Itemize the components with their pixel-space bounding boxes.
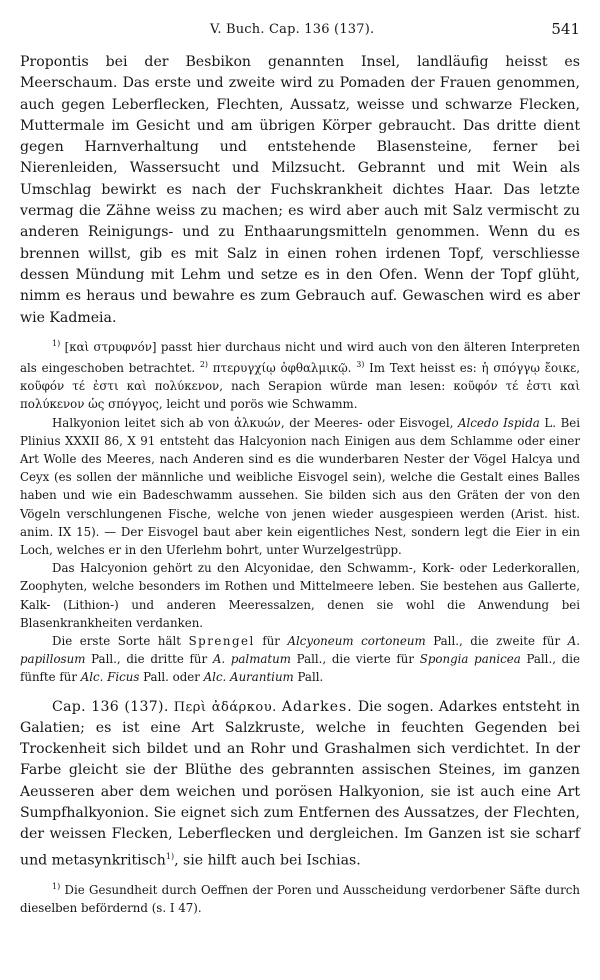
note-sprengel xyxy=(20,632,580,687)
main-paragraph: Propontis bei der Besbikon genannten Insel, landläufig heisst es Meerschaum. Das erste und zweite wird zu Pomaden der Frauen genommen, auch gegen Leberflecken, Flechten, Aussatz, weisse und schwarze Flecken, Muttermale im Gesicht und am übrigen Körper gebraucht. Das dritte dient gegen Harnverhaltung und entstehende Blasensteine, ferner bei Nierenleiden, Wassersucht und Milzsucht. Gebrannt und mit Wein als Umschlag bewirkt es nach der Fuchskrankheit dichtes Haar. Das letzte vermag die Zähne weiss zu machen; es wird aber auch mit Salz vermischt zu anderen Reinigungs- und zu Enthaarungsmitteln genommen. Wenn du es brennen willst, gib es mit Salz in einen rohen irdenen Topf, verschliesse dessen Mündung mit Lehm und setze es in den Ofen. Wenn der Topf glüht, nimm es heraus und bewahre es zum Gebrauch auf. Gewaschen wird es aber wie Kadmeia. xyxy=(20,54,580,326)
species-name: A. papillosum xyxy=(20,633,580,667)
footnote-text: Die Gesundheit durch Oeffnen der Poren und Ausscheidung verdorbener Säfte durch dieselben befördernd (s. I 47). xyxy=(20,882,580,915)
note-text: , der Meeres- oder Eisvogel, xyxy=(280,415,459,430)
footnote-marker: 3) xyxy=(356,359,365,369)
chapter-greek-title: Περὶ ἀδάρκου. xyxy=(173,699,277,715)
page-number: 541 xyxy=(551,20,580,38)
chapter-footnote xyxy=(20,878,580,917)
note-text: , leicht und porös wie Schwamm. xyxy=(158,397,358,412)
species-name: Alc. Ficus xyxy=(80,670,140,685)
greek-text: κοῦφόν τέ ἐστι καὶ πολύκενον ὡς σπόγγος xyxy=(20,379,580,412)
note-text: Im Text heisst es: xyxy=(364,360,482,375)
species-name: A. palmatum xyxy=(212,652,291,667)
note-text: Pall., die vierte für xyxy=(290,652,420,667)
page-header xyxy=(20,22,580,52)
chapter-text: Die sogen. Adarkes entsteht in Galatien; es ist eine Art Salzkruste, welche in feuchten Gegenden bei Trockenheit sich bildet und an Rohr und Grashalmen sich verdichtet. In der Farbe gleicht sie der Blüthe des gebrannten assischen Steines, im ganzen Aeusseren aber dem weichen und porösen Halkyonion, sie ist auch eine Art Sumpfhalkyonion. Sie eignet sich zum Entfernen des Aussatzes, der Flechten, der weissen Flecken, Leberflecken und dergleichen. Im Ganzen ist sie scharf und metasynkritisch xyxy=(20,698,580,869)
footnote-1 xyxy=(20,335,580,414)
note-alcyonidae: Das Halcyonion gehört zu den Alcyonidae, den Schwamm-, Kork- oder Lederkorallen, Zoophyten, welche besonders im Rothen und Mittelmeere leben. Sie bestehen aus Gallerte, Kalk- (Lithion-) und anderen Meeressalzen, denen sie wohl die Anwendung bei Blasenkrankheiten verdanken. xyxy=(20,561,580,630)
note-text: Pall., die zweite für xyxy=(425,633,568,648)
book-page xyxy=(20,22,580,917)
note-text: passt hier durchaus nicht und wird auch von den älteren Interpreten als eingeschoben betrachtet. xyxy=(20,339,581,375)
chapter-label: Cap. 136 (137). xyxy=(52,698,169,715)
footnote-marker: 2) xyxy=(199,359,209,369)
greek-text: ἡ σπόγγῳ ἔοικε, κοῦφόν τέ ἐστι καὶ πολύκενον xyxy=(20,360,580,394)
footnote-marker: 1) xyxy=(165,851,175,861)
note-text: L. Bei Plinius XXXII 86, X 91 entsteht das Halcyonion nach Einigen aus dem Schlamme oder einer Art Wolle des Meeres, nach Anderen sind es die wunderbaren Nester der Vögel Halcya und Ceyx (es sollen der männliche und weibliche Eisvogel sein), welche die Gestalt eines Balles haben und wie ein Badeschwamm aussehen. Sie bilden sich aus den Gräten der von den Vögeln verschlungenen Fische, welche von jenen wieder ausgespieen werden (Arist. hist. anim. IX 15). — Der Eisvogel baut aber kein eigentliches Nest, sondern legt die Eier in ein Loch, welches er in den Uferlehm bohrt, unter Wurzelgestrüpp. xyxy=(20,415,580,557)
footnote-marker: 1) xyxy=(52,881,61,891)
note-halkyonion xyxy=(20,414,580,560)
note-text: Die erste Sorte hält xyxy=(52,633,189,648)
greek-text: ἀλκυών xyxy=(234,415,281,430)
chapter-136 xyxy=(20,697,580,872)
species-name: Alc. Aurantium xyxy=(203,670,294,685)
chapter-text: , sie hilft auch bei Ischias. xyxy=(174,852,361,869)
running-head: V. Buch. Cap. 136 (137). xyxy=(210,22,375,37)
species-name: Alcedo Ispida xyxy=(458,415,540,430)
note-text: Halkyonion leitet sich ab von xyxy=(52,415,235,430)
note-text: Pall., die dritte für xyxy=(85,652,213,667)
greek-text: [καὶ στρυφνόν] xyxy=(64,339,157,354)
chapter-title: Adarkes. xyxy=(281,698,353,715)
commentary-notes xyxy=(20,335,580,687)
note-text: Pall. oder xyxy=(139,670,204,685)
footnote-marker: 1) xyxy=(52,338,61,348)
note-text: Pall., die fünfte für xyxy=(20,652,580,685)
note-text: Pall. xyxy=(293,670,324,685)
greek-text: πτερυγχίῳ ὀφθαλμικῷ. xyxy=(208,360,357,375)
note-text: , nach Serapion würde man lesen: xyxy=(219,379,454,394)
author-name: Sprengel xyxy=(188,633,255,648)
note-text: für xyxy=(254,633,288,648)
species-name: Alcyoneum cortoneum xyxy=(287,633,426,648)
species-name: Spongia panicea xyxy=(419,652,521,667)
